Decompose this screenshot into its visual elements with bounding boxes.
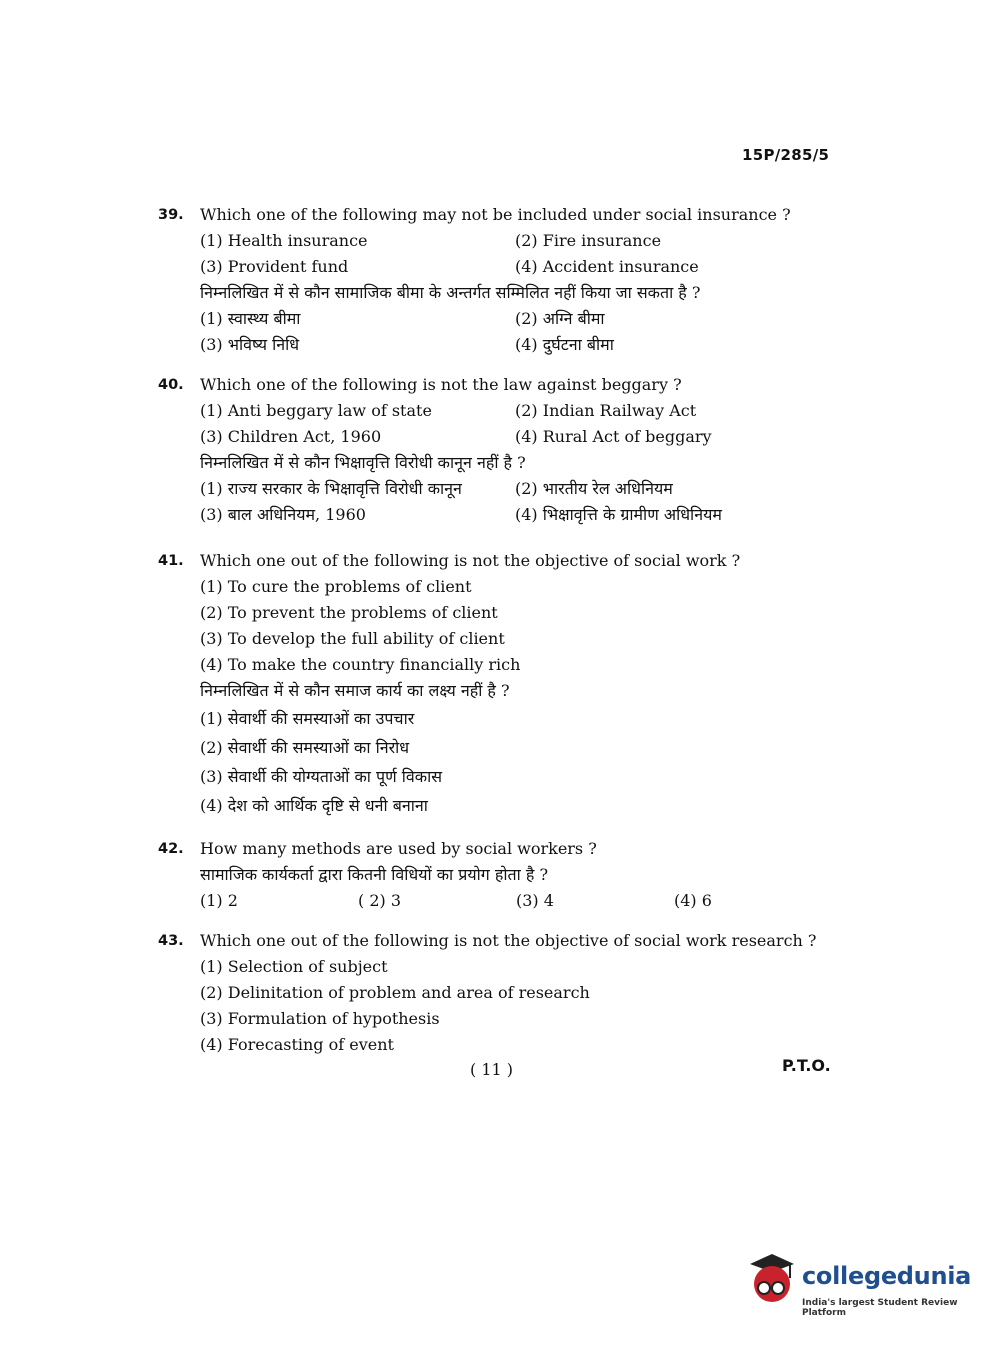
- question-text-en: Which one of the following may not be included under social insurance ?: [200, 205, 791, 224]
- page-number: ( 11 ): [470, 1060, 514, 1079]
- option: (3) Provident fund: [200, 257, 349, 276]
- question-text-hi: निम्नलिखित में से कौन भिक्षावृत्ति विरोधी कानून नहीं है ?: [200, 453, 526, 472]
- question-text-en: How many methods are used by social workers ?: [200, 839, 597, 858]
- question-text-hi: सामाजिक कार्यकर्ता द्वारा कितनी विधियों का प्रयोग होता है ?: [200, 865, 549, 884]
- option: (3) Children Act, 1960: [200, 427, 382, 446]
- option: (1) 2: [200, 891, 238, 910]
- brand-tagline: India's largest Student Review Platform: [802, 1298, 958, 1318]
- question-text-en: Which one out of the following is not the objective of social work research ?: [200, 931, 817, 950]
- question-number: 41.: [158, 553, 184, 569]
- option: (1) Health insurance: [200, 231, 368, 250]
- option: ( 2) 3: [358, 891, 402, 910]
- question-41: [158, 548, 818, 820]
- option: (4) भिक्षावृत्ति के ग्रामीण अधिनियम: [515, 505, 722, 524]
- options-hi: [200, 476, 818, 528]
- option: (1) Selection of subject: [200, 957, 388, 976]
- options: [200, 888, 818, 914]
- option: (2) भारतीय रेल अधिनियम: [515, 479, 673, 498]
- option: (2) Indian Railway Act: [515, 401, 697, 420]
- option: (1) सेवार्थी की समस्याओं का उपचार: [200, 709, 415, 728]
- options-en: [200, 398, 818, 450]
- option: (3) 4: [516, 891, 554, 910]
- option: (3) सेवार्थी की योग्यताओं का पूर्ण विकास: [200, 767, 443, 786]
- option: (2) सेवार्थी की समस्याओं का निरोध: [200, 738, 410, 757]
- question-number: 40.: [158, 377, 184, 393]
- brand-logo: [742, 1250, 972, 1320]
- option: (1) To cure the problems of client: [200, 577, 472, 596]
- question-42: [158, 836, 818, 914]
- option: (3) भविष्य निधि: [200, 335, 300, 354]
- option: (1) राज्य सरकार के भिक्षावृत्ति विरोधी कानून: [200, 479, 462, 498]
- options-hi: [200, 704, 818, 820]
- options-en: [200, 228, 818, 280]
- options-en: [200, 954, 818, 1058]
- option: (3) बाल अधिनियम, 1960: [200, 505, 366, 524]
- option: (1) Anti beggary law of state: [200, 401, 432, 420]
- option: (4) दुर्घटना बीमा: [515, 335, 614, 354]
- question-39: [158, 202, 818, 358]
- question-number: 43.: [158, 933, 184, 949]
- option: (3) To develop the full ability of client: [200, 629, 505, 648]
- options-en: [200, 574, 818, 678]
- question-text-hi: निम्नलिखित में से कौन सामाजिक बीमा के अन्तर्गत सम्मिलित नहीं किया जा सकता है ?: [200, 283, 701, 302]
- question-text-hi: निम्नलिखित में से कौन समाज कार्य का लक्ष्य नहीं है ?: [200, 681, 510, 700]
- brand-name: collegedunia: [802, 1262, 972, 1290]
- option: (4) To make the country financially rich: [200, 655, 521, 674]
- option: (2) Delinitation of problem and area of research: [200, 983, 590, 1002]
- option: (4) Rural Act of beggary: [515, 427, 712, 446]
- option: (4) Accident insurance: [515, 257, 699, 276]
- options-hi: [200, 306, 818, 358]
- question-40: [158, 372, 818, 528]
- option: (2) Fire insurance: [515, 231, 662, 250]
- option: (2) अग्नि बीमा: [515, 309, 605, 328]
- option: (2) To prevent the problems of client: [200, 603, 498, 622]
- paper-code: 15P/285/5: [742, 146, 830, 164]
- option: (4) Forecasting of event: [200, 1035, 394, 1054]
- question-text-en: Which one of the following is not the law against beggary ?: [200, 375, 682, 394]
- question-text-en: Which one out of the following is not the objective of social work ?: [200, 551, 741, 570]
- mascot-icon: [742, 1250, 798, 1310]
- option: (4) देश को आर्थिक दृष्टि से धनी बनाना: [200, 796, 428, 815]
- pto-label: P.T.O.: [782, 1056, 831, 1075]
- question-number: 42.: [158, 841, 184, 857]
- option: (1) स्वास्थ्य बीमा: [200, 309, 301, 328]
- option: (3) Formulation of hypothesis: [200, 1009, 440, 1028]
- question-43: [158, 928, 818, 1058]
- question-number: 39.: [158, 207, 184, 223]
- option: (4) 6: [674, 891, 712, 910]
